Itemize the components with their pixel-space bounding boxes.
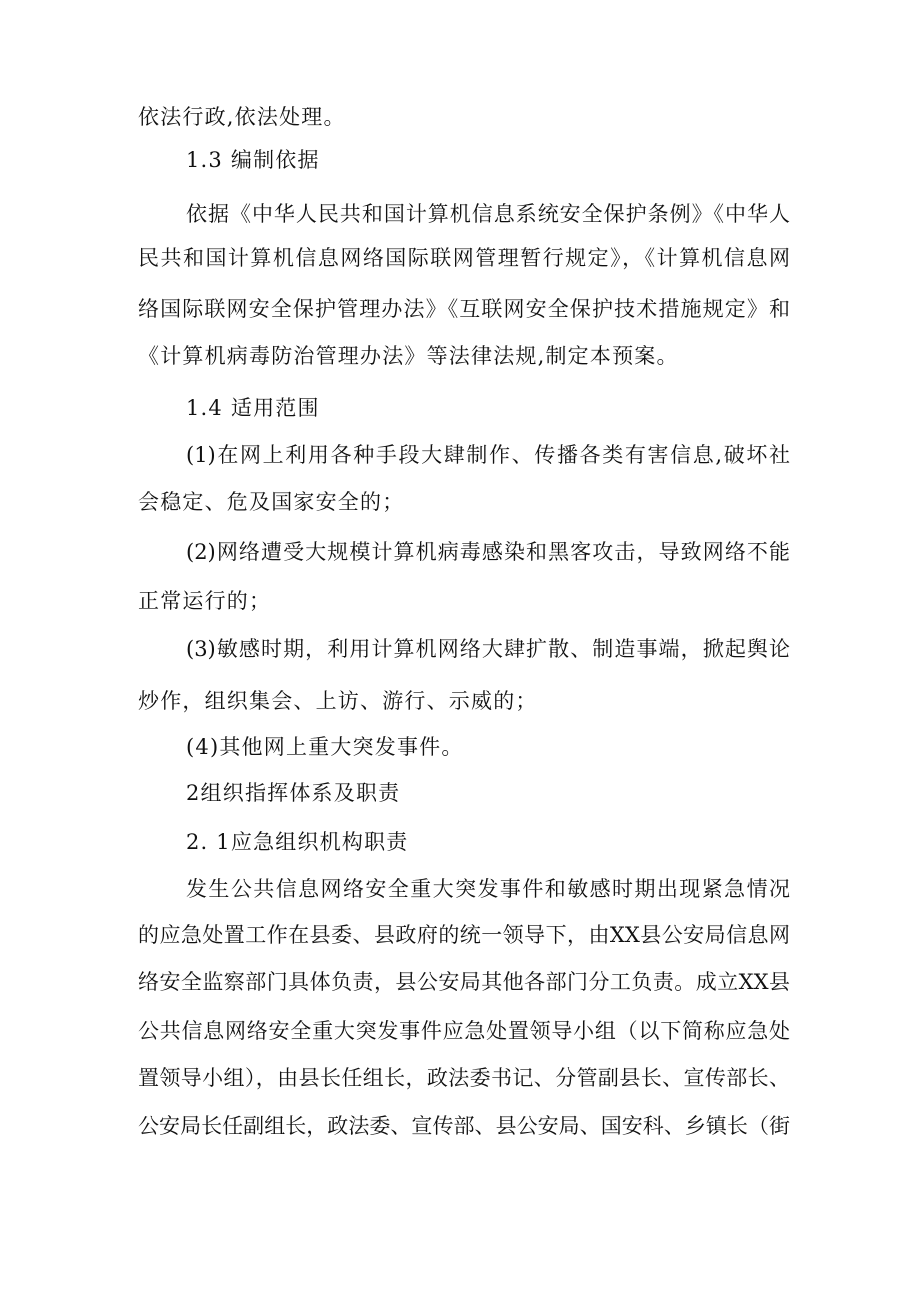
text-line: 的应急处置工作在县委、县政府的统一领导下，由XX县公安局信息网 <box>138 923 790 947</box>
text-line: 发生公共信息网络安全重大突发事件和敏感时期出现紧急情况 <box>186 877 790 901</box>
section-heading-2: 2组织指挥体系及职责 <box>186 781 401 805</box>
text-line: 《计算机病毒防治管理办法》等法律法规,制定本预案。 <box>138 344 679 368</box>
text-line: 公安局长任副组长，政法委、宣传部、县公安局、国安科、乡镇长（街 <box>138 1114 790 1138</box>
section-heading-2-1: 2. 1应急组织机构职责 <box>186 830 409 854</box>
text-line: 置领导小组），由县长任组长，政法委书记、分管副县长、宣传部长、 <box>138 1066 790 1090</box>
text-line: 络国际联网安全保护管理办法》《互联网安全保护技术措施规定》和 <box>138 297 790 321</box>
text-line: 炒作，组织集会、上访、游行、示威的； <box>138 689 538 713</box>
section-heading-1-4: 1.4 适用范围 <box>186 396 320 420</box>
list-item: (4)其他网上重大突发事件。 <box>186 735 464 759</box>
section-heading-1-3: 1.3 编制依据 <box>186 148 320 172</box>
text-line: 络安全监察部门具体负责，县公安局其他各部门分工负责。成立XX县 <box>138 970 790 994</box>
text-line: 民共和国计算机信息网络国际联网管理暂行规定》，《计算机信息网 <box>138 246 790 270</box>
text-line: 依据《中华人民共和国计算机信息系统安全保护条例》《中华人 <box>186 202 790 226</box>
text-line: 正常运行的； <box>138 589 272 613</box>
list-item: (1)在网上利用各种手段大肆制作、传播各类有害信息,破坏社 <box>186 443 790 467</box>
text-line: 公共信息网络安全重大突发事件应急处置领导小组（以下简称应急处 <box>138 1019 790 1043</box>
list-item: (3)敏感时期，利用计算机网络大肆扩散、制造事端，掀起舆论 <box>186 637 790 661</box>
list-item: (2)网络遭受大规模计算机病毒感染和黑客攻击，导致网络不能 <box>186 540 790 564</box>
text-line: 会稳定、危及国家安全的； <box>138 490 405 514</box>
text-line: 依法行政,依法处理。 <box>138 105 346 129</box>
